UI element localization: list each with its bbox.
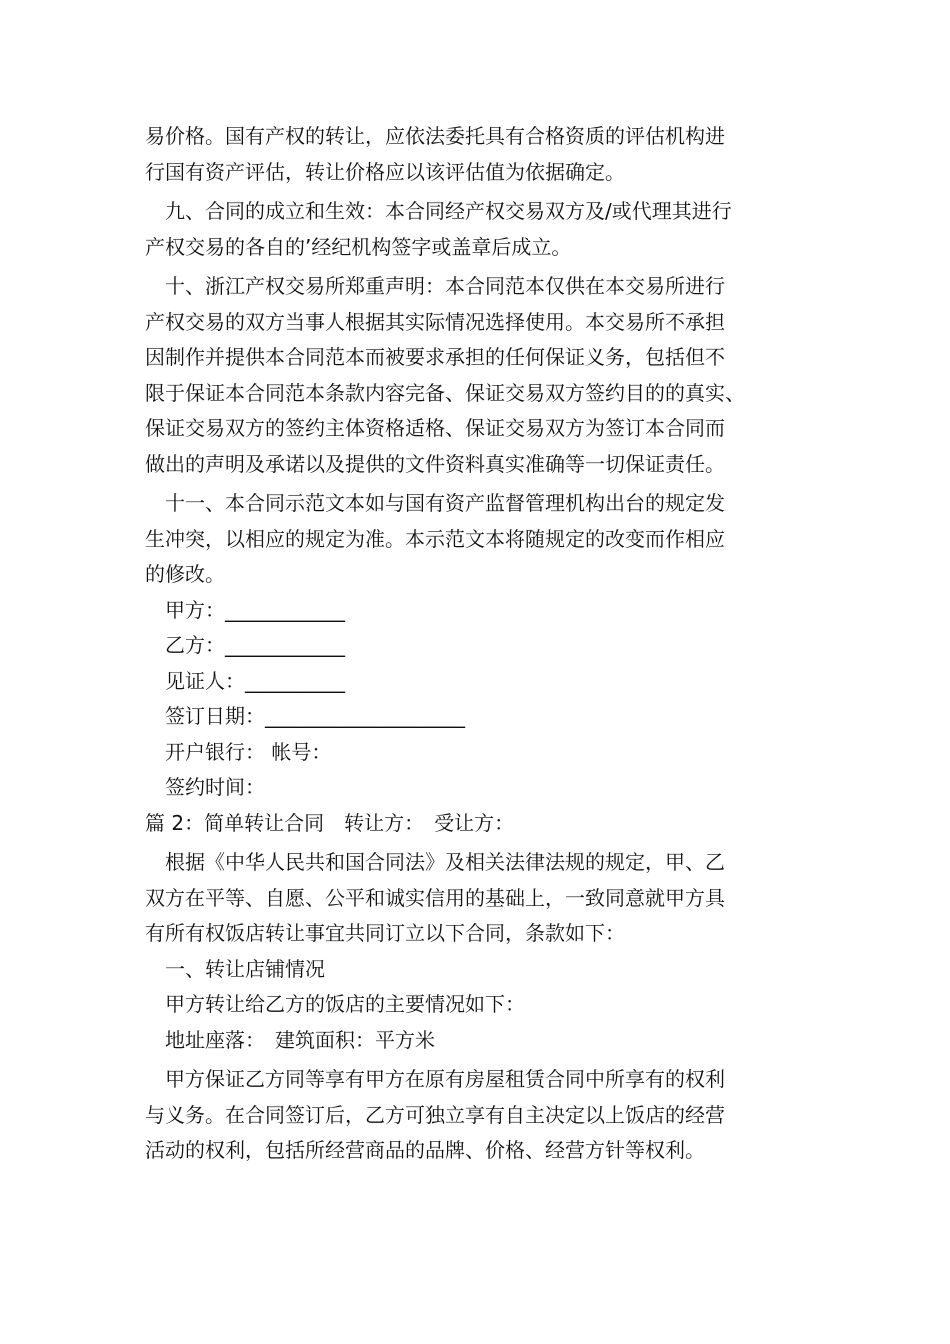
section-heading-part-2: 篇 2：简单转让合同 转让方： 受让方： (145, 810, 515, 835)
paragraph-article-11: 十一、本合同示范文本如与国有资产监督管理机构出台的规定发 生冲突，以相应的规定为准。本示范文本将随规定的改变而作相应 的修改。 (145, 491, 725, 586)
paragraph-rights-obligations: 甲方保证乙方同等享有甲方在原有房屋租赁合同中所享有的权利 与义务。在合同签订后，乙方可独立享有自主决定以上饭店的经营 活动的权利，包括所经营商品的品牌、价格、经营方针等权利。 (145, 1067, 725, 1162)
document-body (145, 119, 825, 1169)
signing-time: 签约时间： (165, 775, 265, 799)
signature-date: 签订日期：____________________ (165, 704, 465, 728)
heading-transfer-store: 一、转让店铺情况 (165, 956, 325, 981)
signature-party-a: 甲方：____________ (165, 597, 345, 622)
paragraph-valuation-continued: 易价格。国有产权的转让，应依法委托具有合格资质的评估机构进 行国有资产评估，转让价格应以该评估值为依据确定。 (145, 124, 725, 184)
signature-witness: 见证人：__________ (165, 668, 345, 693)
signature-party-b: 乙方：____________ (165, 633, 345, 657)
paragraph-store-intro: 甲方转让给乙方的饭店的主要情况如下： (165, 992, 525, 1016)
paragraph-article-9: 九、合同的成立和生效：本合同经产权交易双方及/或代理其进行 产权交易的各自的’经纪机构签字或盖章后成立。 (145, 199, 732, 259)
paragraph-article-10: 十、浙江产权交易所郑重声明：本合同范本仅供在本交易所进行 产权交易的双方当事人根据其实际情况选择使用。本交易所不承担 因制作并提供本合同范本而被要求承担的任何保证义务，包括但不 限于保证本合同范本条款内容完备、保证交易双方签约目的的真实、 保证交易双方的签约主体资格适格、保证交易双方为签订本合同而 做出的声明及承诺以及提供的文件资料真实准确等一切保证责任。 (145, 274, 745, 476)
paragraph-address-area: 地址座落： 建筑面积：平方米 (165, 1027, 435, 1052)
paragraph-preamble: 根据《中华人民共和国合同法》及相关法律法规的规定，甲、乙 双方在平等、自愿、公平和诚实信用的基础上，一致同意就甲方具 有所有权饭店转让事宜共同订立以下合同，条款如下： (145, 850, 725, 945)
bank-account-line: 开户银行： 帐号： (165, 739, 332, 764)
